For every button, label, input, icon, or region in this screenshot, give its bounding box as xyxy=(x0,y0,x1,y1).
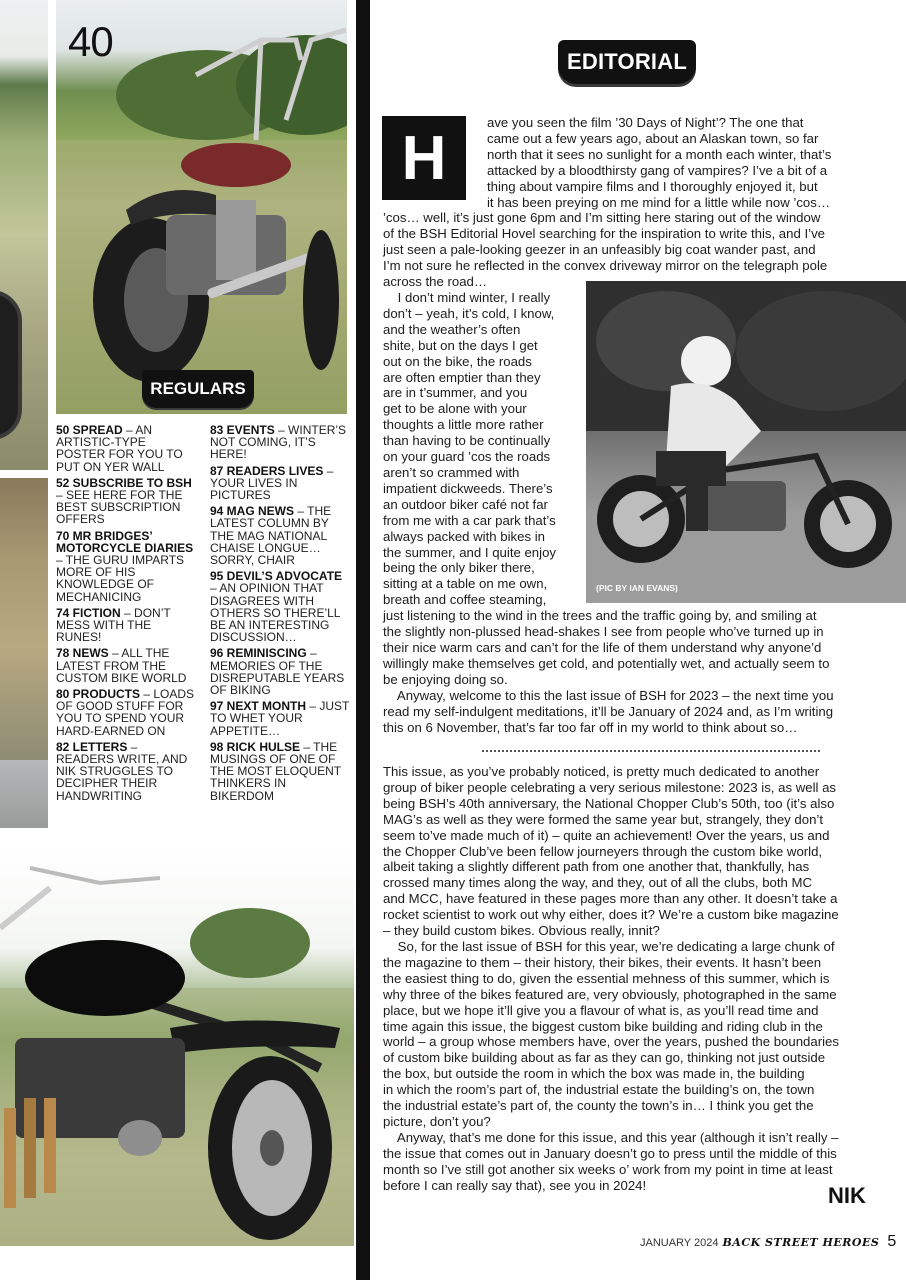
text-line: read my self-indulgent meditations, it’ll be January of 2024 and, as I’m writing xyxy=(383,703,834,719)
text-line: month so I’ve still got another six weeks o’ work from my point in time at least xyxy=(383,1161,833,1177)
text-line: This issue, as you’ve probably noticed, is pretty much dedicated to another xyxy=(383,764,820,779)
text-line: an outdoor biker café not far xyxy=(383,496,548,512)
text-line: thoughts a little more rather xyxy=(383,417,544,433)
text-line: the magazine to them – their history, their bikes, their events. It hasn’t been xyxy=(383,954,822,970)
text-line: and MCC, have featured in these pages more than any other. It doesn’t take a xyxy=(383,891,838,907)
regulars-item-desc: – READERS WRITE, AND NIK STRUGGLES TO DECIPHER THEIR HANDWRITING xyxy=(56,739,188,803)
text-line: of custom bike building about as far as they can go, thinking not just outside xyxy=(383,1050,826,1066)
text-line: being the only biker there, xyxy=(383,560,535,576)
text-line: in which the room’s part of, the industrial estate the building’s on, the town xyxy=(383,1082,815,1098)
intro-full-width-lines xyxy=(383,210,903,290)
text-line: it has been preying on me mind for a little while now ’cos… xyxy=(487,194,831,210)
text-line: before I can really say that), see you in 2024! xyxy=(383,1177,647,1193)
text-line: seem to’ve made much of it) – quite an achievement! Over the years, us and xyxy=(383,827,830,843)
regulars-item xyxy=(56,477,196,526)
text-line: get to be alone with your xyxy=(383,401,527,417)
text-line: the industrial estate’s part of, the county the town’s in… I think you get the xyxy=(383,1098,814,1114)
text-line: just listening to the wind in the trees and the traffic going by, and smiling at xyxy=(383,608,817,623)
regulars-item xyxy=(210,647,350,696)
text-line: world – a group whose members have, over the years, pushed the boundaries xyxy=(383,1034,839,1050)
text-line: ’cos… well, it’s just gone 6pm and I’m sitting here staring out of the window xyxy=(383,210,821,225)
regulars-item-title: 74 FICTION xyxy=(56,605,121,620)
text-line: the Chopper Club’ve been fellow journeyers through the custom bike world, xyxy=(383,843,823,859)
regulars-item-desc: – JUST TO WHET YOUR APPETITE… xyxy=(210,699,350,738)
text-line: always packed with bikes in xyxy=(383,528,545,544)
regulars-item-desc: – WINTER’S NOT COMING, IT’S HERE! xyxy=(210,423,347,462)
editor-signoff: NIK xyxy=(828,1183,866,1208)
text-line: shite, but on the days I get xyxy=(383,337,538,353)
text-line: attacked by a bloodthirsty gang of vampires? I’ve a bit of a xyxy=(487,162,828,178)
regulars-item-title: 98 RICK HULSE xyxy=(210,739,301,754)
footer-issue: JANUARY 2024 xyxy=(640,1237,719,1249)
regulars-item-desc: – THE GURU IMPARTS MORE OF HIS KNOWLEDGE OF MECHANICING xyxy=(56,553,185,604)
regulars-item xyxy=(210,424,350,461)
regulars-item-desc: – THE MUSINGS OF ONE OF THE MOST ELOQUENT THINKERS IN BIKERDOM xyxy=(210,739,341,803)
text-line: the issue that comes out in January doesn’t go to press until the middle of this xyxy=(383,1145,837,1161)
left-edge-tyre xyxy=(0,290,22,440)
page-divider-bar xyxy=(356,0,370,1280)
regulars-item xyxy=(56,424,196,473)
regulars-item-desc: – DON’T MESS WITH THE RUNES! xyxy=(56,605,171,645)
text-line: don’t – yeah, it’s cold, I know, xyxy=(383,305,555,321)
text-line: sitting at a table on me own, xyxy=(383,576,548,592)
text-line: being BSH’s 40th anniversary, the National Chopper Club’s 50th, too (it’s also xyxy=(383,795,835,811)
text-line: time again this issue, the biggest custom bike building and riding club in the xyxy=(383,1018,823,1034)
page-footer xyxy=(640,1233,896,1251)
regulars-item-desc: – AN ARTISTIC-TYPE POSTER FOR YOU TO PUT ON YER WALL xyxy=(56,423,183,474)
text-line: picture, don’t you? xyxy=(383,1113,491,1129)
text-line: place, but we hope it’ll give you a flavour of what is, as you’ll read time and xyxy=(383,1002,819,1018)
regulars-item-desc: – YOUR LIVES IN PICTURES xyxy=(210,463,334,503)
regulars-item-title: 95 DEVIL’S ADVOCATE xyxy=(210,569,343,584)
regulars-item-title: 83 EVENTS xyxy=(210,423,275,437)
regulars-item-title: 70 MR BRIDGES’ MOTORCYCLE DIARIES xyxy=(56,528,194,555)
regulars-item xyxy=(56,530,196,603)
regulars-item-desc: – THE LATEST COLUMN BY THE MAG NATIONAL CHAISE LONGUE… SORRY, CHAIR xyxy=(210,504,332,568)
photo-credit: (PIC BY IAN EVANS) xyxy=(596,583,678,593)
text-line: are often emptier than they xyxy=(383,369,541,385)
rider-photo xyxy=(586,281,906,603)
text-line: the slightly non-plussed head-shakes I see from people who’ve turned up in xyxy=(383,623,824,639)
regulars-item-title: 78 NEWS xyxy=(56,646,109,661)
text-line: albeit taking a slightly different path from one another that, thankfully, has xyxy=(383,859,810,875)
regulars-item-title: 52 SUBSCRIBE TO BSH xyxy=(56,475,192,490)
text-line: from me with a car park that’s xyxy=(383,512,556,528)
text-line: just seen a pale-looking geezer in an unfeasibly big coat wander past, and xyxy=(383,241,816,257)
text-line: this on 6 November, that’s far too far off in my world to think about so… xyxy=(383,719,798,735)
yamaha-photo-bottom xyxy=(0,848,354,1246)
left-edge-photo-bottom xyxy=(0,760,48,828)
text-line: impatient dickweeds. There’s xyxy=(383,480,553,496)
footer-magazine-name: BACK STREET HEROES xyxy=(722,1236,880,1249)
regulars-column-1 xyxy=(56,424,196,806)
winter-paragraph-narrow xyxy=(383,290,583,608)
text-line: on your guard ’cos the roads xyxy=(383,449,551,465)
text-line: aren’t so crammed with xyxy=(383,464,520,480)
text-line: of the BSH Editorial Hovel searching for the inspiration to write this, and I’ve xyxy=(383,225,826,241)
editorial-heading-badge: EDITORIAL xyxy=(558,40,696,84)
text-line: out on the bike, the roads xyxy=(383,353,532,369)
regulars-item xyxy=(210,505,350,566)
regulars-item-title: 50 SPREAD xyxy=(56,423,123,437)
regulars-heading-badge: REGULARS xyxy=(142,370,254,408)
text-line: the box, but outside the room in which the box was made in, the building xyxy=(383,1066,805,1082)
text-line: across the road… xyxy=(383,273,488,289)
footer-page-number: 5 xyxy=(887,1233,897,1250)
regulars-item-desc: – LOADS OF GOOD STUFF FOR YOU TO SPEND YOUR HARD-EARNED ON xyxy=(56,687,195,738)
regulars-column-2 xyxy=(210,424,350,806)
section-separator xyxy=(482,750,820,752)
drop-cap: H xyxy=(382,116,466,200)
text-line: why three of the bikes featured are, very obviously, photographed in the same xyxy=(383,986,837,1002)
milestone-paragraph xyxy=(383,764,903,939)
text-line: So, for the last issue of BSH for this year, we’re dedicating a large chunk of xyxy=(383,939,835,954)
regulars-item-desc: – AN OPINION THAT DISAGREES WITH OTHERS SO THERE’LL BE AN INTERESTING DISCUSSION… xyxy=(210,581,341,645)
text-line: than having to be continually xyxy=(383,433,551,449)
regulars-item-desc: – SEE HERE FOR THE BEST SUBSCRIPTION OFFERS xyxy=(56,488,183,527)
regulars-item-title: 87 READERS LIVES xyxy=(210,463,324,478)
text-line: I don’t mind winter, I really xyxy=(383,290,551,305)
regulars-item-title: 80 PRODUCTS xyxy=(56,687,141,702)
regulars-item-title: 94 MAG NEWS xyxy=(210,504,295,519)
closing-paragraph xyxy=(383,1130,903,1194)
intro-lines-beside-dropcap xyxy=(487,115,887,210)
welcome-paragraph xyxy=(383,688,903,736)
regulars-item-desc: – ALL THE LATEST FROM THE CUSTOM BIKE WORLD xyxy=(56,646,187,685)
winter-paragraph-full xyxy=(383,608,903,688)
text-line: be enjoying doing so. xyxy=(383,671,508,687)
text-line: ave you seen the film ’30 Days of Night’? The one that xyxy=(487,115,804,130)
regulars-item xyxy=(210,570,350,643)
text-line: north that it sees no sunlight for a month each winter, that’s xyxy=(487,146,832,162)
regulars-item xyxy=(56,607,196,644)
chopper-club-paragraph xyxy=(383,939,903,1130)
text-line: are in t’summer, and you xyxy=(383,385,528,401)
text-line: their nice warm cars and can’t for the life of them understand why anyone’d xyxy=(383,639,822,655)
text-line: crossed many times along the way, and they, out of all the clubs, both MC xyxy=(383,875,813,891)
text-line: and the weather’s often xyxy=(383,321,521,337)
regulars-item xyxy=(56,741,196,802)
regulars-item xyxy=(210,700,350,737)
text-line: MAG’s as well as they were formed the same year but, strangely, they don’t xyxy=(383,811,824,827)
text-line: rocket scientist to work out why either, does it? We’re a custom bike magazine xyxy=(383,907,839,923)
text-line: willingly make themselves get cold, and potentially wet, and actually seem to xyxy=(383,655,830,671)
text-line: Anyway, welcome to this the last issue of BSH for 2023 – the next time you xyxy=(383,688,834,703)
text-line: Anyway, that’s me done for this issue, and this year (although it isn’t really – xyxy=(383,1130,839,1145)
regulars-item-desc: – MEMORIES OF THE DISREPUTABLE YEARS OF BIKING xyxy=(210,646,345,698)
regulars-item xyxy=(56,647,196,684)
text-line: thing about vampire films and I thoroughly enjoyed it, but xyxy=(487,178,818,194)
regulars-item-title: 82 LETTERS xyxy=(56,739,128,754)
text-line: – they build custom bikes. Obvious really, innit? xyxy=(383,923,660,939)
regulars-item-title: 97 NEXT MONTH xyxy=(210,699,307,714)
text-line: group of biker people celebrating a very serious milestone: 2023 is, as well as xyxy=(383,779,837,795)
page-number-left: 40 xyxy=(68,18,113,65)
regulars-item xyxy=(56,688,196,737)
text-line: the easiest thing to do, given the essential mehness of this summer, which is xyxy=(383,970,830,986)
left-edge-photo-strip xyxy=(0,0,48,830)
text-line: came out a few years ago, about an Alaskan town, so far xyxy=(487,130,819,146)
regulars-item-title: 96 REMINISCING xyxy=(210,646,307,661)
text-line: breath and coffee steaming, xyxy=(383,592,547,608)
regulars-item xyxy=(210,465,350,502)
text-line: the summer, and I quite enjoy xyxy=(383,544,557,560)
left-edge-photo-middle xyxy=(0,478,48,760)
regulars-item xyxy=(210,741,350,802)
text-line: I’m not sure he reflected in the convex driveway mirror on the telegraph pole xyxy=(383,257,828,273)
